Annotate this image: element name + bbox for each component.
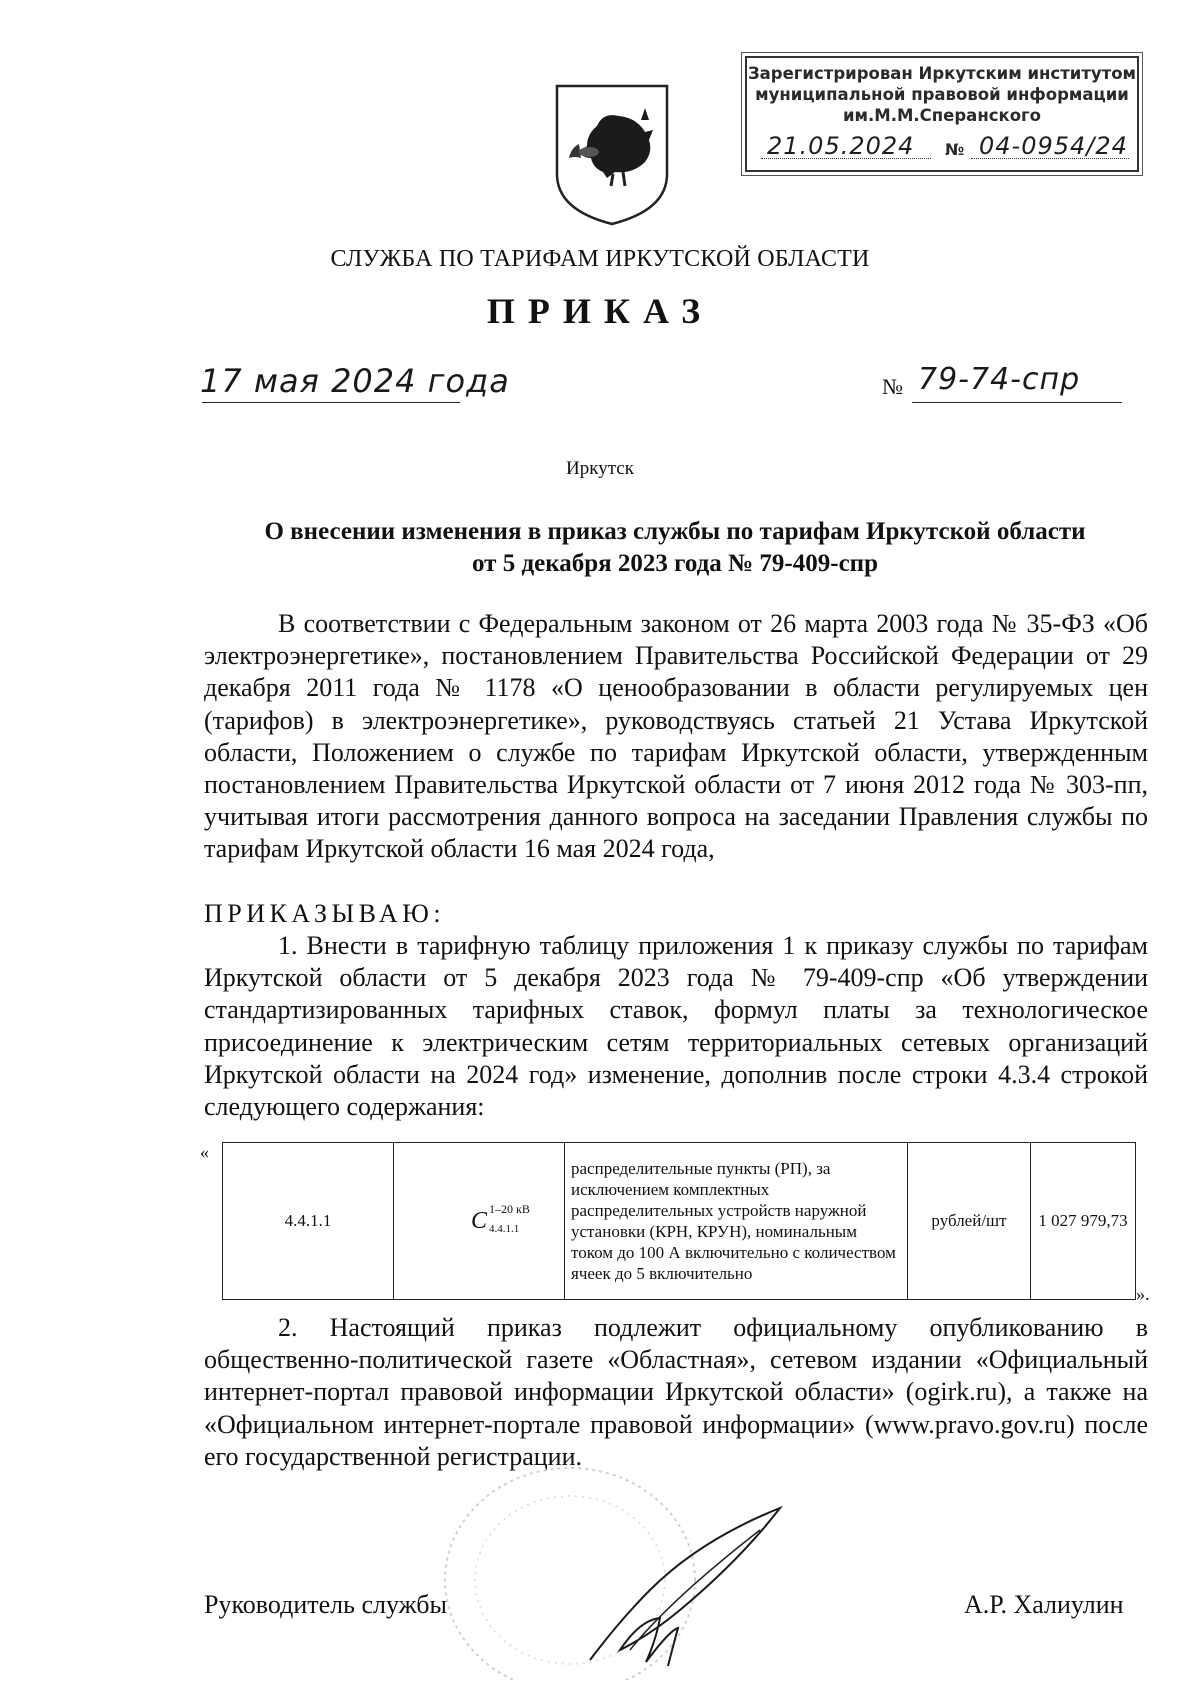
formula-subscript: 4.4.1.1 [488, 1222, 520, 1235]
tariff-table [222, 1142, 1136, 1300]
stamp-line-1: Зарегистрирован Иркутским институтом [747, 64, 1137, 83]
stamp-number-underline [971, 158, 1129, 159]
order-date-handwritten: 17 мая 2024 года [200, 362, 510, 400]
order-number-line [912, 402, 1122, 403]
signatory-role: Руководитель службы [204, 1590, 447, 1619]
heading-line-2: от 5 декабря 2023 года № 79-409-спр [472, 550, 878, 577]
table-cell-code: 4.4.1.1 [223, 1143, 394, 1300]
stamp-date-underline [761, 158, 931, 159]
formula-superscript: 1–20 кВ [488, 1201, 530, 1216]
item-2-paragraph: 2. Настоящий приказ подлежит официальному опубликованию в общественно-политической газете «Областная», сетевом издании «Официальный интернет-портал правовой информации Иркутской области» (ogirk.ru), а также на «Официальном интернет-портале правовой информации» (www.pravo.gov.ru) после его государственной регистрации. [204, 1313, 1148, 1471]
stamp-line-2: муниципальной правовой информации [755, 85, 1129, 104]
table-cell-value: 1 027 979,73 [1031, 1143, 1136, 1300]
stamp-number-label: № [945, 140, 965, 159]
table-row [223, 1143, 1136, 1300]
coat-of-arms-icon [553, 82, 671, 228]
stamp-registration-number: 04-0954/24 [979, 132, 1128, 160]
agency-name: СЛУЖБА ПО ТАРИФАМ ИРКУТСКОЙ ОБЛАСТИ [330, 246, 870, 272]
order-number-label: № [882, 374, 903, 399]
table-quote-close: ». [1136, 1284, 1150, 1304]
table-quote-open: « [200, 1142, 209, 1162]
intro-paragraph: В соответствии с Федеральным законом от 26 марта 2003 года № 35-ФЗ «Об электроэнергетике», постановлением Правительства Российской Федерации от 29 декабря 2011 года № 1178 «О ценообразовании в области регулируемых цен (тарифов) в электроэнергетике», руководствуясь статьей 21 Устава Иркутской области, Положением о службе по тарифам Иркутской области, утвержденным постановлением Правительства Иркутской области от 7 июня 2012 года № 303-пп, учитывая итоги рассмотрения данного вопроса на заседании Правления службы по тарифам Иркутской области 16 мая 2024 года, [204, 609, 1148, 864]
heading-line-1: О внесении изменения в приказ службы по тарифам Иркутской области [264, 518, 1086, 545]
order-word: ПРИКАЗЫВАЮ: [204, 899, 446, 928]
stamp-line-3: им.М.М.Сперанского [842, 106, 1041, 125]
signature-icon [560, 1500, 800, 1670]
signatory-name: А.Р. Халиулин [964, 1590, 1124, 1619]
stamp-registration-date: 21.05.2024 [767, 132, 915, 160]
order-date-line [202, 402, 460, 403]
table-cell-formula [394, 1143, 565, 1300]
order-number-handwritten: 79-74-спр [918, 362, 1081, 397]
table-cell-description: распределительные пункты (РП), за исключением комплектных распределительных устройств наружной установки (КРН, КРУН), номинальным током до 100 А включительно с количеством ячеек до 5 включительно [565, 1143, 908, 1300]
item-1-paragraph: 1. Внести в тарифную таблицу приложения 1 к приказу службы по тарифам Иркутской области от 5 декабря 2023 года № 79-409-спр «Об утверждении стандартизированных тарифных ставок, формул платы за технологическое присоединение к электрическим сетям территориальных сетевых организаций Иркутской области на 2024 год» изменение, дополнив после строки 4.3.4 строкой следующего содержания: [204, 931, 1148, 1122]
formula-symbol: C [470, 1207, 487, 1234]
registration-stamp [745, 56, 1139, 172]
formula [470, 1201, 530, 1235]
city-name: Иркутск [566, 458, 634, 479]
order-title: ПРИКАЗ [486, 291, 714, 331]
table-cell-unit: рублей/шт [908, 1143, 1031, 1300]
order-heading [200, 516, 1150, 580]
